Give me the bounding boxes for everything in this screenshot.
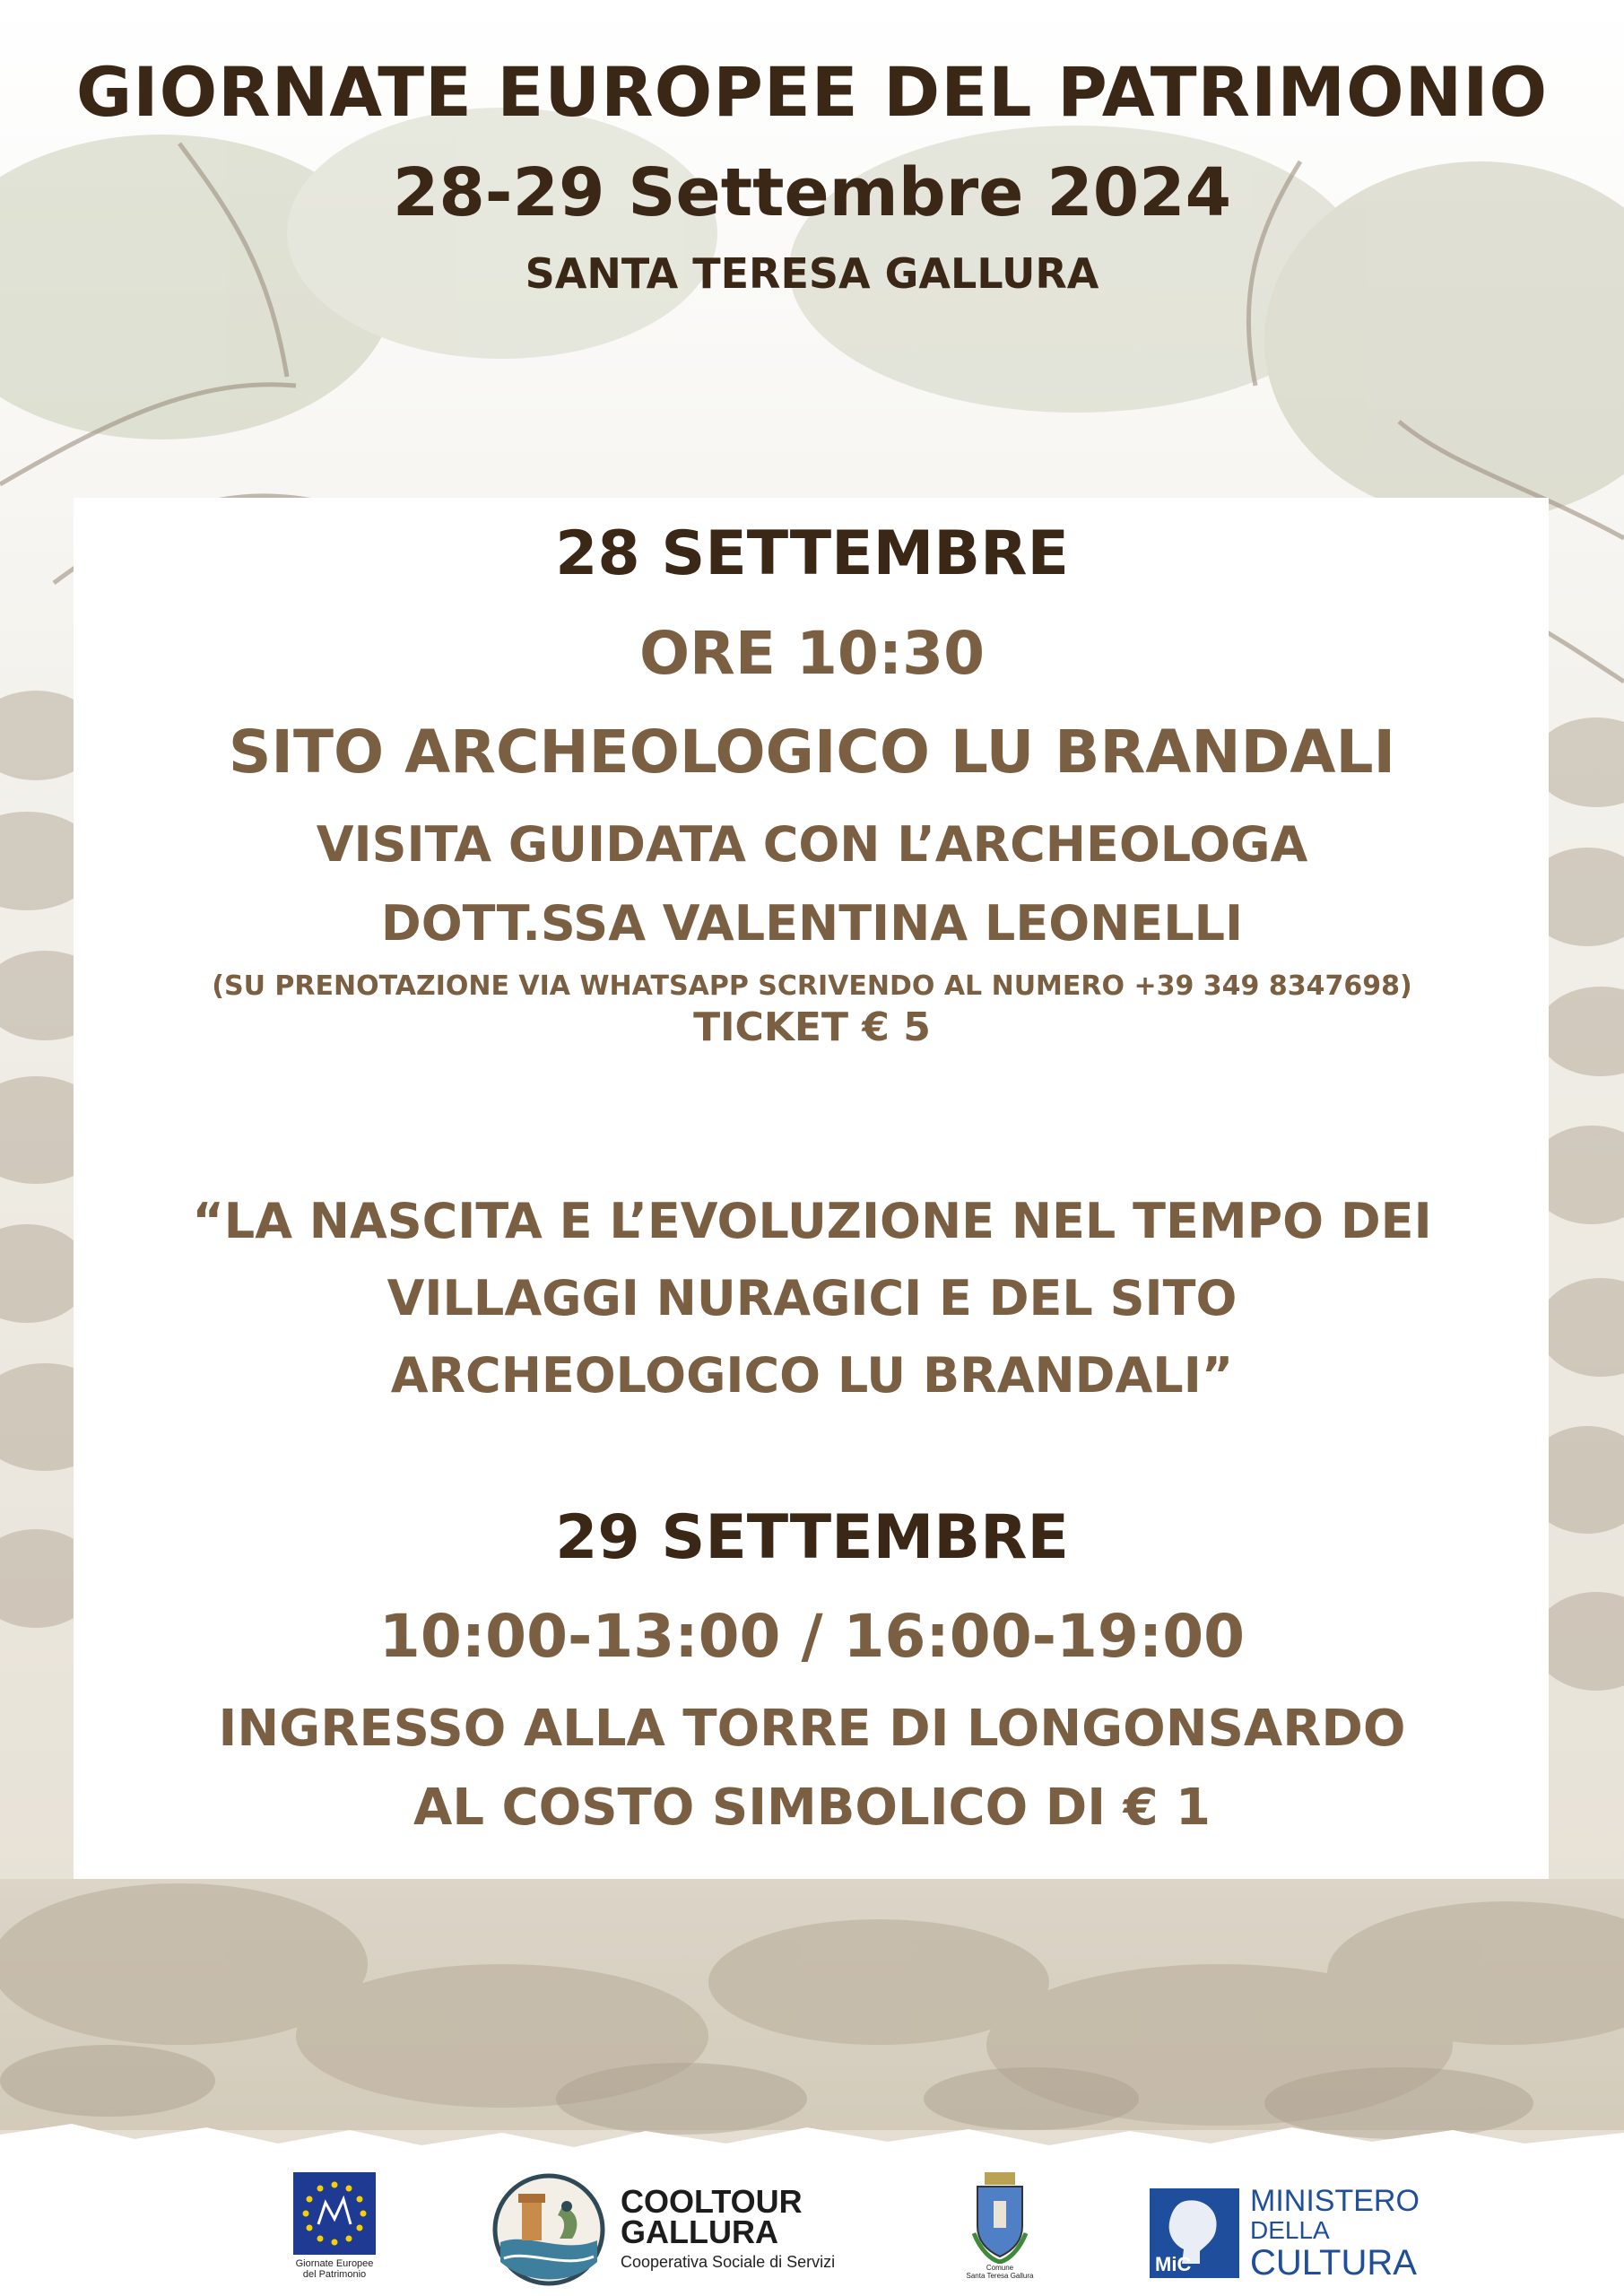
gep-logo [285,2172,384,2280]
day2-hours: 10:00-13:00 / 16:00-19:00 [378,1602,1246,1671]
cooltour-subtitle: Cooperativa Sociale di Servizi [621,2253,836,2271]
mic-badge-text: MiC [1155,2253,1192,2275]
cooltour-logo [491,2172,868,2289]
event-title: GIORNATE EUROPEE DEL PATRIMONIO [75,52,1549,132]
day1-time: ORE 10:30 [638,619,986,688]
day1-activity-line1: VISITA GUIDATA CON L’ARCHEOLOGA [316,816,1308,873]
event-dates: 28-29 Settembre 2024 [392,154,1232,231]
day1-activity-line2: DOTT.SSA VALENTINA LEONELLI [380,895,1244,952]
eu-stars-icon [293,2172,376,2255]
comune-caption-line2: Santa Teresa Gallura [966,2272,1034,2280]
day2-line1: INGRESSO ALLA TORRE DI LONGONSARDO [218,1700,1406,1758]
comune-caption-line1: Comune [986,2264,1014,2272]
gep-caption-line2: del Patrimonio [302,2269,367,2280]
day1-quote-line3: ARCHEOLOGICO LU BRANDALI” [390,1347,1234,1404]
day2-line2: AL COSTO SIMBOLICO DI € 1 [413,1779,1211,1837]
day1-place: SITO ARCHEOLOGICO LU BRANDALI [228,718,1396,787]
mic-name-line1: MINISTERO [1250,2184,1420,2218]
event-location: SANTA TERESA GALLURA [525,249,1099,298]
partner-logos [0,2152,1624,2296]
mic-logo [1150,2185,1455,2283]
day1-quote-line2: VILLAGGI NURAGICI E DEL SITO [386,1270,1238,1326]
gep-caption-line1: Giornate Europee [295,2258,374,2269]
mic-badge [1150,2188,1239,2278]
municipal-crest-icon [968,2170,1031,2264]
mic-name-line2: DELLA [1250,2216,1330,2244]
day1-quote-line1: “LA NASCITA E L’EVOLUZIONE NEL TEMPO DEI [192,1193,1432,1249]
cooltour-emblem-icon [491,2172,606,2287]
day2-date: 29 SETTEMBRE [555,1502,1069,1573]
comune-crest [960,2170,1040,2280]
cooltour-name-line1: COOLTOUR [621,2183,803,2220]
day1-ticket: TICKET € 5 [693,1004,931,1050]
mic-name-line3: CULTURA [1250,2243,1417,2283]
day1-booking: (SU PRENOTAZIONE VIA WHATSAPP SCRIVENDO AL NUMERO +39 349 8347698) [212,970,1412,1002]
day1-date: 28 SETTEMBRE [555,518,1069,589]
cooltour-name-line2: GALLURA [621,2213,778,2250]
